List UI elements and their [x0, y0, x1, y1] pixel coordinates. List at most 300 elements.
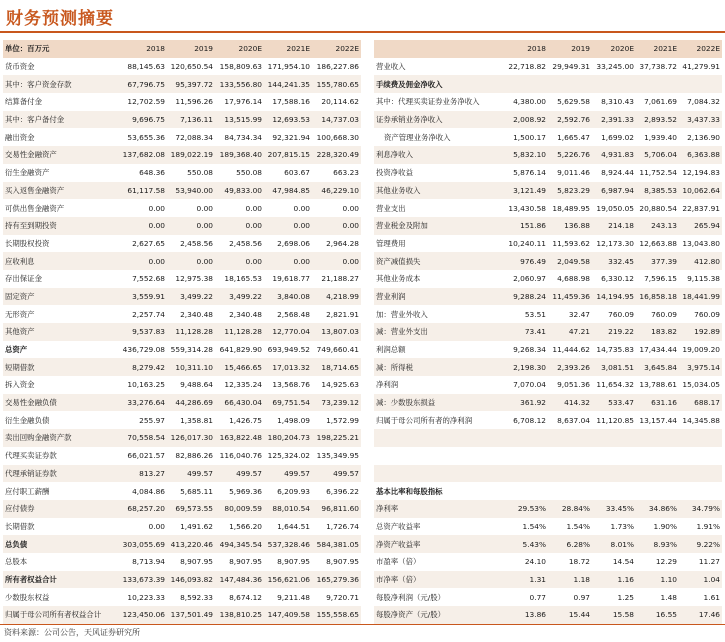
row-label [374, 429, 504, 447]
row-value: 813.27 [121, 465, 167, 483]
row-value: 180,204.73 [264, 429, 312, 447]
row-value: 12,702.59 [127, 97, 165, 107]
row-value: 15.44 [548, 606, 592, 624]
row-value: 0.00 [148, 203, 165, 213]
row-label: 市盈率（倍） [376, 557, 421, 567]
header-unit-label [374, 40, 504, 58]
row-value: 7,061.69 [644, 97, 677, 107]
row-label: 所有者权益合计 [3, 571, 121, 589]
row-label: 投资净收益 [376, 168, 413, 178]
row-value: 11,120.85 [596, 415, 634, 425]
row-value: 12,663.88 [639, 238, 677, 248]
row-value: 0.00 [264, 217, 312, 235]
table-row [3, 164, 361, 182]
row-value: 1,665.47 [557, 132, 590, 142]
balance-sheet-header-row [3, 40, 361, 58]
row-value: 19,618.77 [272, 274, 310, 284]
table-row [374, 376, 722, 394]
row-value: 156,621.06 [264, 571, 312, 589]
row-value: 135,349.95 [316, 451, 359, 461]
row-value: 33,245.00 [596, 62, 634, 72]
row-value: 183.82 [636, 323, 679, 341]
row-label: 持有至到期投资 [3, 217, 121, 235]
row-value: 9,051.36 [557, 380, 590, 390]
row-value: 688.17 [679, 394, 722, 412]
row-value: 3,081.51 [592, 358, 636, 376]
row-value: 11,128.28 [167, 323, 215, 341]
table-row [3, 235, 361, 253]
row-value: 47.21 [548, 323, 592, 341]
table-row [374, 341, 722, 359]
table-row [3, 323, 361, 341]
row-value: 16.55 [636, 606, 679, 624]
balance-sheet-table [3, 40, 361, 624]
row-value: 1.61 [703, 592, 720, 602]
bottom-divider [0, 624, 725, 625]
row-value: 18,441.99 [679, 288, 722, 306]
row-value: 3,499.22 [167, 288, 215, 306]
table-row [374, 235, 722, 253]
row-value: 14.54 [612, 557, 634, 567]
row-label: 减：少数股东损益 [374, 394, 504, 412]
row-value: 82,886.26 [175, 451, 213, 461]
table-row [374, 571, 722, 589]
row-value: 5.43% [504, 535, 548, 553]
row-value: 550.08 [187, 168, 213, 178]
row-label: 总负债 [3, 535, 121, 553]
row-label: 每股净利润（元/股） [376, 592, 446, 602]
row-label: 交易性金融负债 [3, 394, 121, 412]
row-label: 存出保证金 [5, 274, 42, 284]
table-row [3, 128, 361, 146]
row-value: 11,128.28 [215, 323, 264, 341]
row-value: 749,660.41 [316, 345, 359, 355]
row-value: 21,188.27 [321, 274, 359, 284]
row-value: 243.13 [636, 217, 679, 235]
row-value [592, 429, 636, 447]
row-value: 2,340.48 [229, 309, 262, 319]
row-value: 2,458.56 [229, 238, 262, 248]
row-value: 5,226.76 [548, 146, 592, 164]
row-value: 648.36 [139, 168, 165, 178]
row-value: 9,696.75 [121, 111, 167, 129]
table-row [3, 217, 361, 235]
row-value: 2,257.74 [132, 309, 165, 319]
year-header: 2022E [312, 40, 361, 58]
row-label: 减：所得税 [374, 358, 504, 376]
row-value: 5,629.58 [557, 97, 590, 107]
row-value: 13,807.03 [312, 323, 361, 341]
row-value: 255.97 [139, 415, 165, 425]
row-value: 1,358.81 [180, 415, 213, 425]
row-value: 2,568.48 [277, 309, 310, 319]
year-header: 2021E [636, 40, 679, 58]
row-value: 1.10 [636, 571, 679, 589]
row-value: 133,556.80 [215, 75, 264, 93]
row-value: 1.16 [592, 571, 636, 589]
row-value: 198,225.21 [312, 429, 361, 447]
table-row [3, 588, 361, 606]
row-label: 总资产 [5, 345, 28, 355]
income-statement-header-row [374, 40, 722, 58]
row-value: 11,752.54 [639, 168, 677, 178]
table-row [3, 305, 361, 323]
row-value: 138,810.25 [215, 606, 264, 624]
row-value: 66,021.57 [127, 451, 165, 461]
row-value: 693,949.52 [267, 345, 310, 355]
row-value: 219.22 [592, 323, 636, 341]
row-value [592, 447, 636, 465]
year-header: 2018 [504, 40, 548, 58]
row-value [679, 447, 722, 465]
row-value: 6,396.22 [326, 486, 359, 496]
row-value: 0.00 [167, 252, 215, 270]
row-value: 17,013.32 [264, 358, 312, 376]
row-value: 5,969.36 [229, 486, 262, 496]
row-value [679, 482, 722, 500]
row-value: 12,975.38 [175, 274, 213, 284]
row-value: 8,924.44 [601, 168, 634, 178]
row-value: 147,409.58 [264, 606, 312, 624]
row-value: 13,043.80 [682, 238, 720, 248]
row-value: 0.00 [245, 203, 262, 213]
row-value: 499.57 [215, 465, 264, 483]
row-label: 结算备付金 [5, 97, 42, 107]
row-value: 2,136.90 [687, 132, 720, 142]
row-value: 10,223.33 [127, 592, 165, 602]
row-value: 2,893.52 [636, 111, 679, 129]
row-label: 代理买卖证券款 [5, 451, 57, 461]
row-value: 9,537.83 [121, 323, 167, 341]
row-value: 120,650.54 [170, 62, 213, 72]
row-value: 11,444.62 [552, 345, 590, 355]
row-value: 13,568.76 [272, 380, 310, 390]
table-row [374, 394, 722, 412]
row-value: 171,954.10 [267, 62, 310, 72]
table-row [374, 111, 722, 129]
row-value: 18,714.65 [312, 358, 361, 376]
table-row [374, 518, 722, 536]
row-value: 1.73% [610, 521, 634, 531]
row-label [374, 465, 504, 483]
row-value: 760.09 [608, 309, 634, 319]
row-label: 归属于母公司所有者权益合计 [3, 606, 121, 624]
row-value [548, 75, 592, 93]
row-value: 2,393.26 [548, 358, 592, 376]
row-value: 18.72 [568, 557, 590, 567]
table-row [374, 75, 722, 93]
row-label: 加：营业外收入 [376, 309, 428, 319]
table-row [374, 199, 722, 217]
row-label: 营业支出 [376, 203, 406, 213]
year-header: 2020E [592, 40, 636, 58]
row-value: 137,501.49 [167, 606, 215, 624]
table-row [374, 535, 722, 553]
table-row [3, 358, 361, 376]
row-value: 6,987.94 [592, 182, 636, 200]
table-row [374, 93, 722, 111]
row-value: 189,368.40 [215, 146, 264, 164]
row-value: 3,645.84 [636, 358, 679, 376]
row-value: 46,229.10 [312, 182, 361, 200]
row-value: 4,688.98 [557, 274, 590, 284]
row-label: 净资产收益率 [374, 535, 504, 553]
row-value [504, 482, 548, 500]
row-value: 6,209.93 [277, 486, 310, 496]
row-value [679, 465, 722, 483]
row-value: 5,685.11 [180, 486, 213, 496]
row-value: 7,084.32 [687, 97, 720, 107]
year-header: 2018 [121, 40, 167, 58]
row-value: 9,288.24 [504, 288, 548, 306]
row-value: 24.10 [524, 557, 546, 567]
row-value [636, 429, 679, 447]
table-row [374, 606, 722, 624]
row-value: 207,815.15 [264, 146, 312, 164]
row-value: 7,596.15 [644, 274, 677, 284]
row-value: 88,145.63 [127, 62, 165, 72]
row-value: 14,737.03 [312, 111, 361, 129]
table-row [3, 394, 361, 412]
row-value: 8,279.42 [121, 358, 167, 376]
row-value: 0.00 [148, 521, 165, 531]
row-label: 货币资金 [5, 62, 35, 72]
table-row [3, 447, 361, 465]
table-row [374, 305, 722, 323]
row-value: 2,391.33 [592, 111, 636, 129]
row-label: 营业税金及附加 [374, 217, 504, 235]
row-value: 228,320.49 [312, 146, 361, 164]
table-row [374, 447, 722, 465]
row-value: 66,430.04 [215, 394, 264, 412]
row-label: 资产管理业务净收入 [384, 132, 451, 142]
row-value: 0.00 [121, 217, 167, 235]
table-row [374, 146, 722, 164]
row-label: 无形资产 [5, 309, 35, 319]
row-value: 34.86% [636, 500, 679, 518]
table-row [3, 111, 361, 129]
row-value: 8,637.04 [557, 415, 590, 425]
row-value: 41,279.91 [682, 62, 720, 72]
row-value: 2,049.58 [548, 252, 592, 270]
row-value: 8,310.43 [601, 97, 634, 107]
row-value: 20,114.62 [321, 97, 359, 107]
table-row [3, 535, 361, 553]
row-value: 0.00 [215, 217, 264, 235]
row-value: 10,062.64 [679, 182, 722, 200]
table-row [374, 164, 722, 182]
row-value: 12,335.24 [224, 380, 262, 390]
table-row [3, 571, 361, 589]
row-value: 0.00 [167, 217, 215, 235]
row-value: 29.53% [504, 500, 548, 518]
row-value: 17,588.16 [272, 97, 310, 107]
row-value: 5,832.10 [504, 146, 548, 164]
row-value: 4,931.83 [592, 146, 636, 164]
table-row [3, 518, 361, 536]
row-label: 管理费用 [376, 238, 406, 248]
row-value: 80,009.59 [215, 500, 264, 518]
year-header: 2019 [548, 40, 592, 58]
row-label: 净利率 [374, 500, 504, 518]
row-value: 1.90% [653, 521, 677, 531]
row-value: 11,596.26 [175, 97, 213, 107]
row-value: 53,940.00 [167, 182, 215, 200]
table-row [3, 93, 361, 111]
row-label: 资产减值损失 [374, 252, 504, 270]
row-value: 53,655.36 [127, 132, 165, 142]
row-value: 1,644.51 [277, 521, 310, 531]
row-value [548, 447, 592, 465]
row-value: 2,008.92 [504, 111, 548, 129]
row-value: 6,363.88 [679, 146, 722, 164]
row-value: 163,822.48 [215, 429, 264, 447]
year-header: 2020E [215, 40, 264, 58]
row-value: 125,324.02 [267, 451, 310, 461]
row-value: 146,093.82 [167, 571, 215, 589]
table-row [3, 252, 361, 270]
row-label: 少数股东权益 [5, 592, 50, 602]
row-value: 8.01% [592, 535, 636, 553]
year-header: 2022E [679, 40, 722, 58]
row-value: 15,466.65 [215, 358, 264, 376]
row-value: 1,498.09 [277, 415, 310, 425]
row-label: 基本比率和每股指标 [376, 486, 443, 496]
row-value: 499.57 [264, 465, 312, 483]
row-label: 总股本 [5, 557, 28, 567]
table-row [374, 411, 722, 429]
row-value: 49,833.00 [215, 182, 264, 200]
table-row [374, 358, 722, 376]
row-value: 14,345.88 [682, 415, 720, 425]
row-label: 每股净资产（元/股） [374, 606, 504, 624]
row-value: 92,321.94 [272, 132, 310, 142]
row-value: 1,500.17 [513, 132, 546, 142]
row-value: 13,430.58 [508, 203, 546, 213]
row-value: 537,328.46 [264, 535, 312, 553]
row-value: 10,163.25 [127, 380, 165, 390]
table-row [374, 482, 722, 500]
row-value: 499.57 [312, 465, 361, 483]
row-value: 14,735.83 [596, 345, 634, 355]
row-value: 1.25 [617, 592, 634, 602]
row-value: 8,907.95 [326, 557, 359, 567]
row-value [636, 465, 679, 483]
row-value [592, 75, 636, 93]
row-value: 12.29 [655, 557, 677, 567]
row-label: 利息净收入 [374, 146, 504, 164]
row-value: 37,738.72 [639, 62, 677, 72]
table-row [3, 500, 361, 518]
table-row [374, 588, 722, 606]
row-value: 2,458.56 [180, 238, 213, 248]
year-header: 2019 [167, 40, 215, 58]
table-row [374, 58, 722, 76]
row-value: 499.57 [167, 465, 215, 483]
table-row [3, 429, 361, 447]
row-value: 13,515.99 [215, 111, 264, 129]
row-value: 14,194.95 [592, 288, 636, 306]
row-value: 7,136.11 [167, 111, 215, 129]
row-value: 603.67 [284, 168, 310, 178]
year-header: 2021E [264, 40, 312, 58]
row-value: 6,708.12 [513, 415, 546, 425]
row-label: 营业利润 [374, 288, 504, 306]
row-value: 0.00 [196, 203, 213, 213]
row-value: 189,022.19 [167, 146, 215, 164]
row-value: 10,311.10 [167, 358, 215, 376]
row-value: 116,040.76 [219, 451, 262, 461]
row-value: 2,592.76 [548, 111, 592, 129]
row-label: 融出资金 [5, 132, 35, 142]
row-value [504, 447, 548, 465]
row-value: 0.00 [312, 252, 361, 270]
row-value: 32.47 [568, 309, 590, 319]
row-value: 584,381.05 [312, 535, 361, 553]
row-label: 其中：客户备付金 [3, 111, 121, 129]
row-value: 413,220.46 [167, 535, 215, 553]
row-value: 1,939.40 [644, 132, 677, 142]
row-value: 11,459.36 [548, 288, 592, 306]
row-value: 0.77 [529, 592, 546, 602]
row-value: 5,706.04 [636, 146, 679, 164]
row-value [504, 429, 548, 447]
row-value: 494,345.54 [215, 535, 264, 553]
row-value: 8,713.94 [132, 557, 165, 567]
row-value: 0.00 [342, 203, 359, 213]
row-value: 8,674.12 [229, 592, 262, 602]
row-value: 88,010.54 [264, 500, 312, 518]
row-value: 361.92 [504, 394, 548, 412]
row-value: 8.93% [636, 535, 679, 553]
row-value: 377.39 [636, 252, 679, 270]
row-value: 8,907.95 [180, 557, 213, 567]
row-value: 44,286.69 [167, 394, 215, 412]
row-value: 9.22% [679, 535, 722, 553]
table-row [374, 465, 722, 483]
row-value: 100,668.30 [316, 132, 359, 142]
row-label: 总资产收益率 [376, 521, 421, 531]
row-value: 73,239.12 [312, 394, 361, 412]
table-row [374, 553, 722, 571]
row-value: 0.00 [312, 217, 361, 235]
row-value: 165,279.36 [312, 571, 361, 589]
row-label: 营业收入 [376, 62, 406, 72]
row-value [592, 465, 636, 483]
row-value: 192.89 [679, 323, 722, 341]
row-value: 631.16 [636, 394, 679, 412]
row-value: 8,592.33 [180, 592, 213, 602]
row-value: 15.58 [592, 606, 636, 624]
table-row [3, 146, 361, 164]
row-value: 8,907.95 [229, 557, 262, 567]
row-value: 663.23 [333, 168, 359, 178]
row-label: 短期借款 [3, 358, 121, 376]
row-value: 22,837.91 [682, 203, 720, 213]
row-value: 1,699.02 [601, 132, 634, 142]
row-value [636, 75, 679, 93]
row-value: 3,121.49 [504, 182, 548, 200]
row-value: 28.84% [548, 500, 592, 518]
row-value: 84,734.34 [224, 132, 262, 142]
row-value: 976.49 [504, 252, 548, 270]
table-row [3, 606, 361, 624]
row-value: 2,964.28 [326, 238, 359, 248]
row-value: 17.46 [679, 606, 722, 624]
row-value: 0.00 [121, 252, 167, 270]
row-value: 11,593.62 [552, 238, 590, 248]
row-value: 5,876.14 [513, 168, 546, 178]
